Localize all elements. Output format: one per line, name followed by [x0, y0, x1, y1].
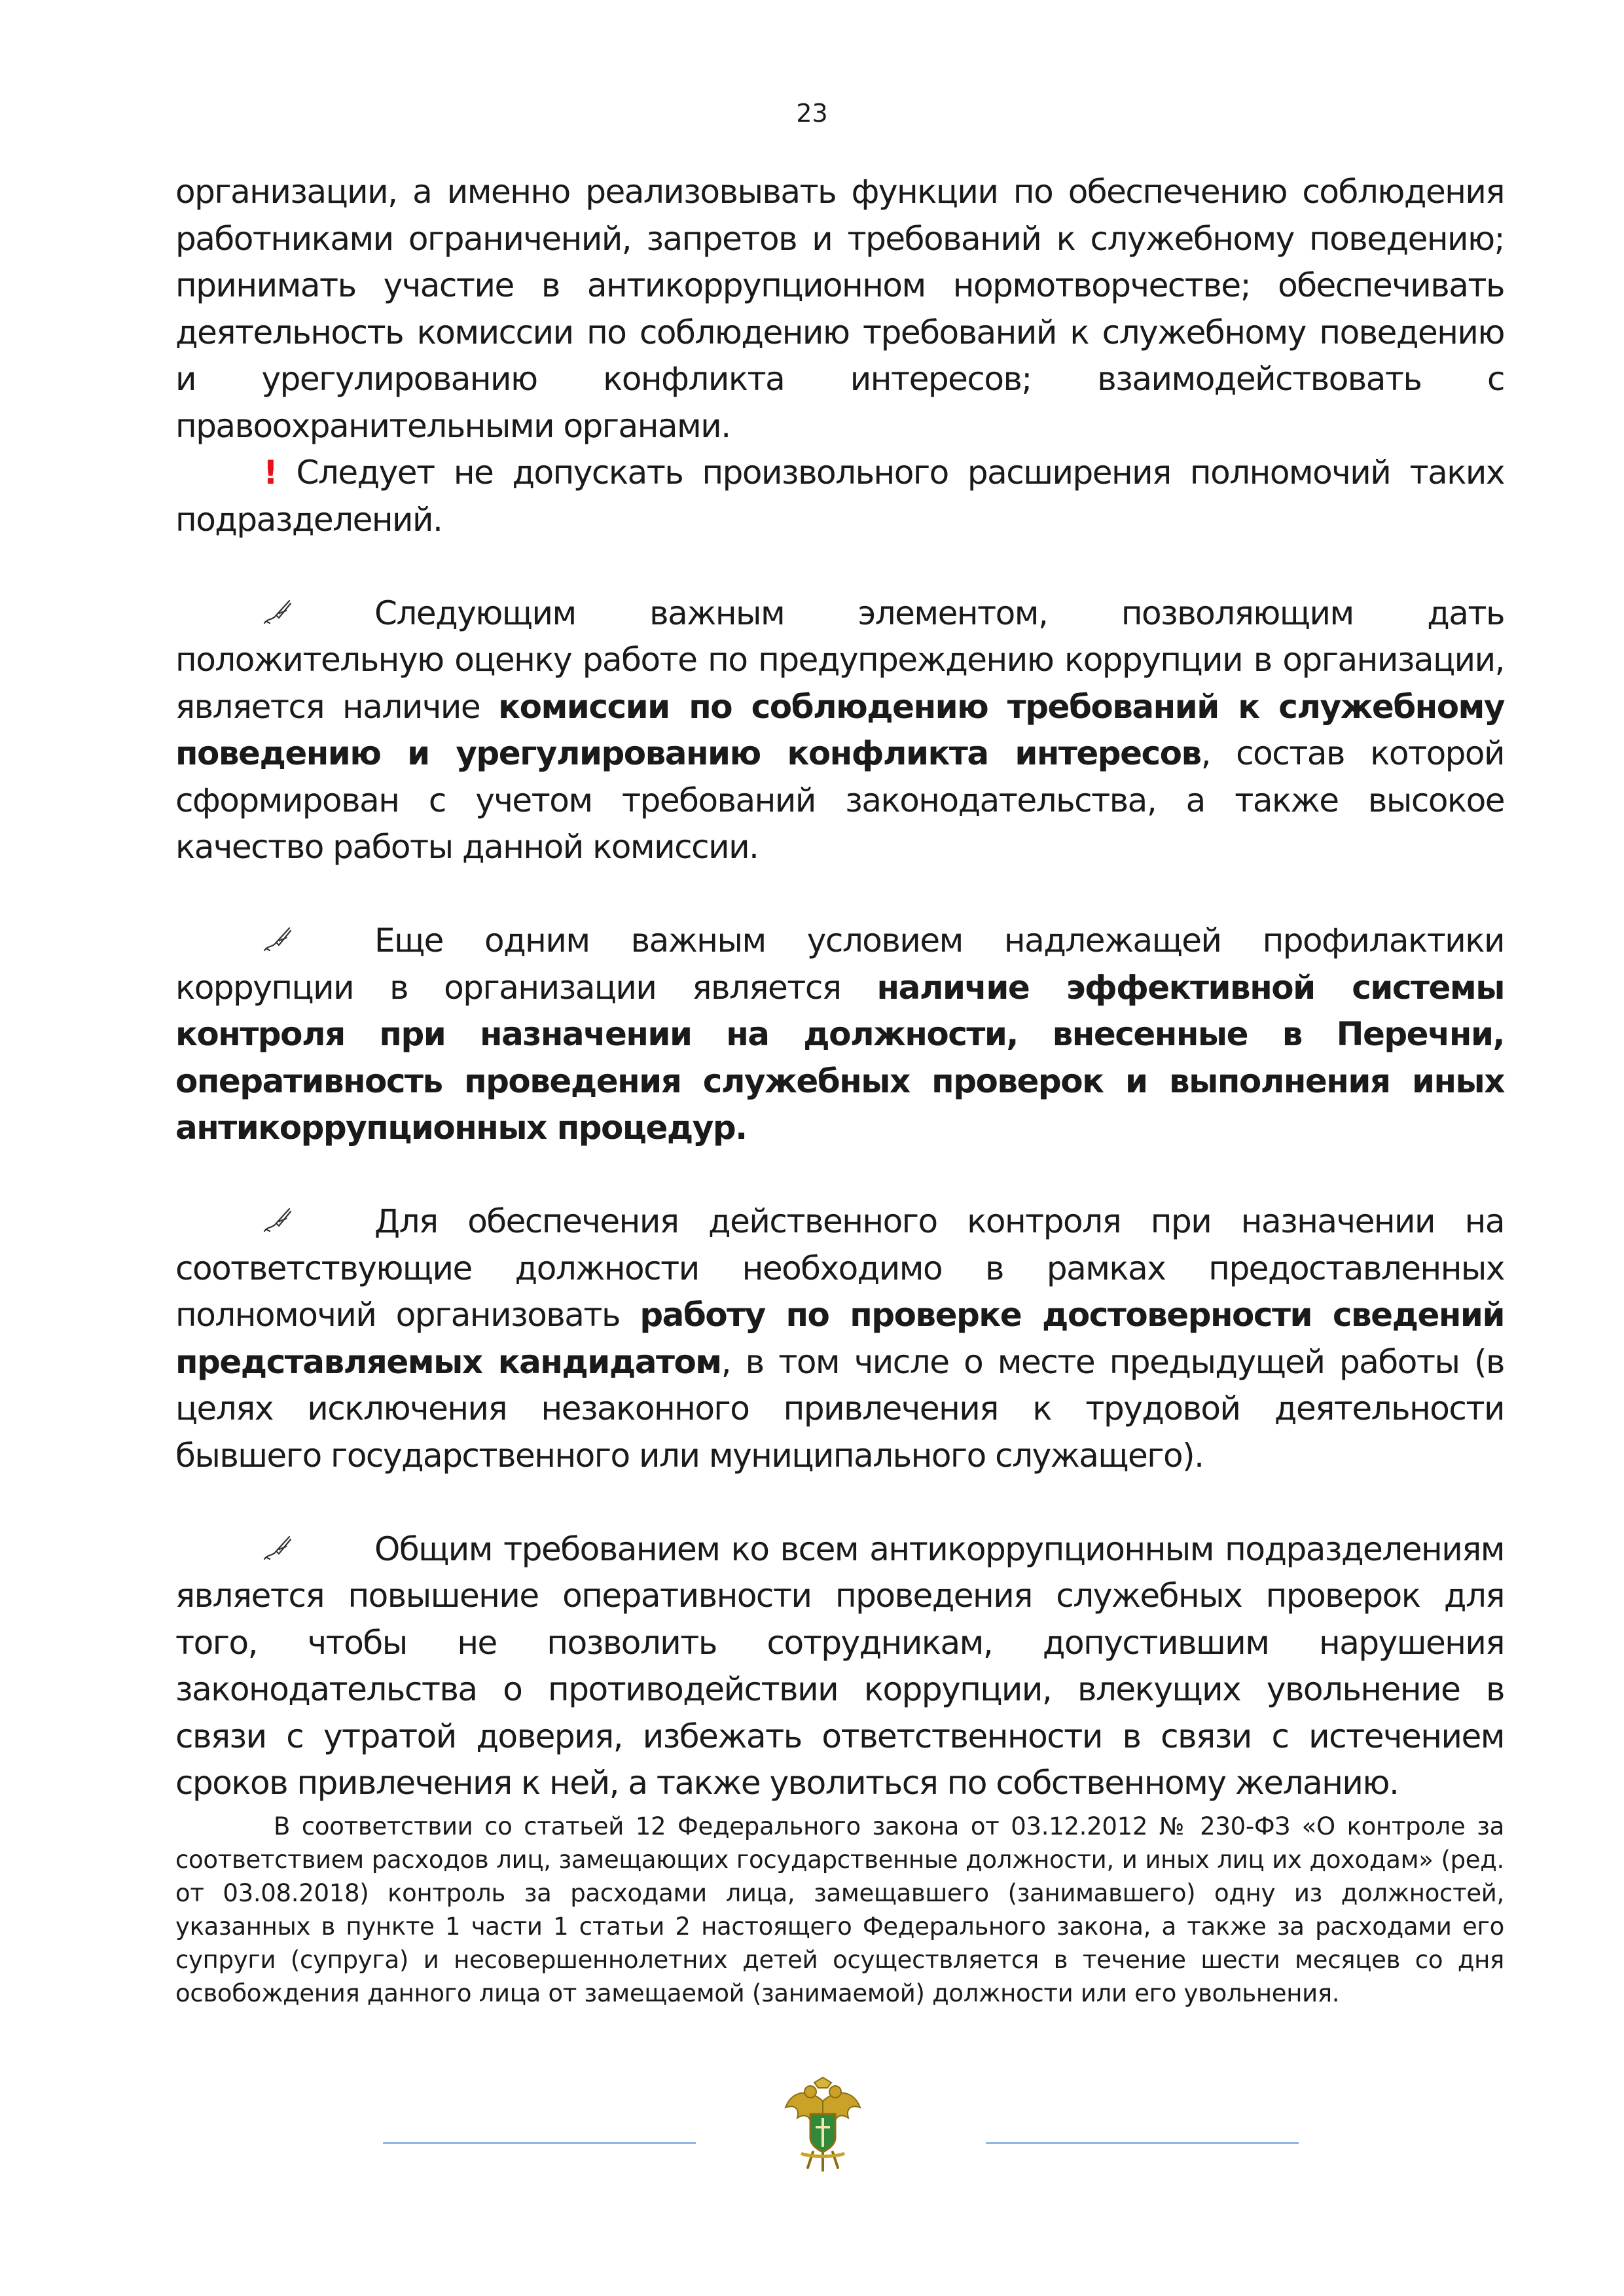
paragraph-3-text-c: , состав которой сформирован с учетом требований законодательства, а также высокое качество работы данной комиссии.	[175, 734, 1504, 866]
paragraph-4-bold: наличие эффективной системы контроля при назначении на должности, внесенные в Перечни, оперативность проведения служебных проверок и выполнения иных антикоррупционных процедур.	[175, 968, 1505, 1147]
paragraph-1: организации, а именно реализовывать функции по обеспечению соблюдения работниками ограничений, запретов и требований к служебному поведению; принимать участие в антикоррупционном нормотворчестве; обеспечивать деятельность комиссии по соблюдению требований к служебному поведению и урегулированию конфликта интересов; взаимодействовать с правоохранительными органами.	[175, 173, 1504, 445]
paragraph-6-text: Общим требованием ко всем антикоррупционным подразделениям является повышение оперативности проведения служебных проверок для того, чтобы не позволить сотрудникам, допустившим нарушения законодательства о противодействии коррупции, влекущих увольнение в связи с утратой доверия, избежать ответственности в связи с истечением сроков привлечения к ней, а также уволиться по собственному желанию.	[175, 1530, 1504, 1802]
footer-line-right	[986, 2142, 1299, 2144]
paragraph-5-text-c: , в том числе о месте предыдущей работы (в целях исключения незаконного привлечения к трудовой деятельности бывшего государственного или муниципального служащего).	[175, 1342, 1505, 1475]
paragraph-6-general-requirement	[175, 1526, 1504, 1807]
page-number: 23	[796, 99, 828, 128]
paragraph-3-bold: комиссии по соблюдению требований к служебному поведению и урегулированию конфликта интересов	[175, 687, 1505, 772]
double-headed-eagle-emblem-icon	[782, 2075, 864, 2173]
page-body	[175, 169, 1504, 2010]
paragraph-4-text-a: Еще одним важным условием надлежащей профилактики коррупции в организации является	[175, 922, 1504, 1007]
paragraph-5-bold: работу по проверке достоверности сведений представляемых кандидатом	[175, 1296, 1504, 1381]
paragraph-3-text-a: Следующим важным элементом, позволяющим дать положительную оценку работе по предупреждению коррупции в организации, является наличие	[175, 594, 1504, 726]
paragraph-2-warning	[175, 450, 1504, 543]
writing-hand-icon	[263, 590, 374, 637]
footnote: В соответствии со статьей 12 Федерального закона от 03.12.2012 № 230-ФЗ «О контроле за соответствием расходов лиц, замещающих государственные должности, и иных лиц их доходам» (ред. от 03.08.2018) контроль за расходами лица, замещавшего (занимавшего) одну из должностей, указанных в пункте 1 части 1 статьи 2 настоящего Федерального закона, а также за расходами его супруги (супруга) и несовершеннолетних детей осуществляется в течение шести месяцев со дня освобождения данного лица от замещаемой (занимаемой) должности или его увольнения.	[175, 1812, 1504, 2007]
writing-hand-icon	[263, 918, 374, 965]
footer-line-left	[383, 2142, 696, 2144]
paragraph-5-verification	[175, 1198, 1504, 1479]
writing-hand-icon	[263, 1526, 374, 1573]
exclamation-icon: !	[263, 454, 278, 492]
paragraph-2-text: Следует не допускать произвольного расширения полномочий таких подразделений.	[175, 454, 1504, 539]
paragraph-5-text-a: Для обеспечения действенного контроля при назначении на соответствующие должности необходимо в рамках предоставленных полномочий организовать	[175, 1202, 1504, 1334]
writing-hand-icon	[263, 1198, 374, 1246]
paragraph-4-control	[175, 918, 1504, 1152]
paragraph-3-commission	[175, 590, 1504, 871]
